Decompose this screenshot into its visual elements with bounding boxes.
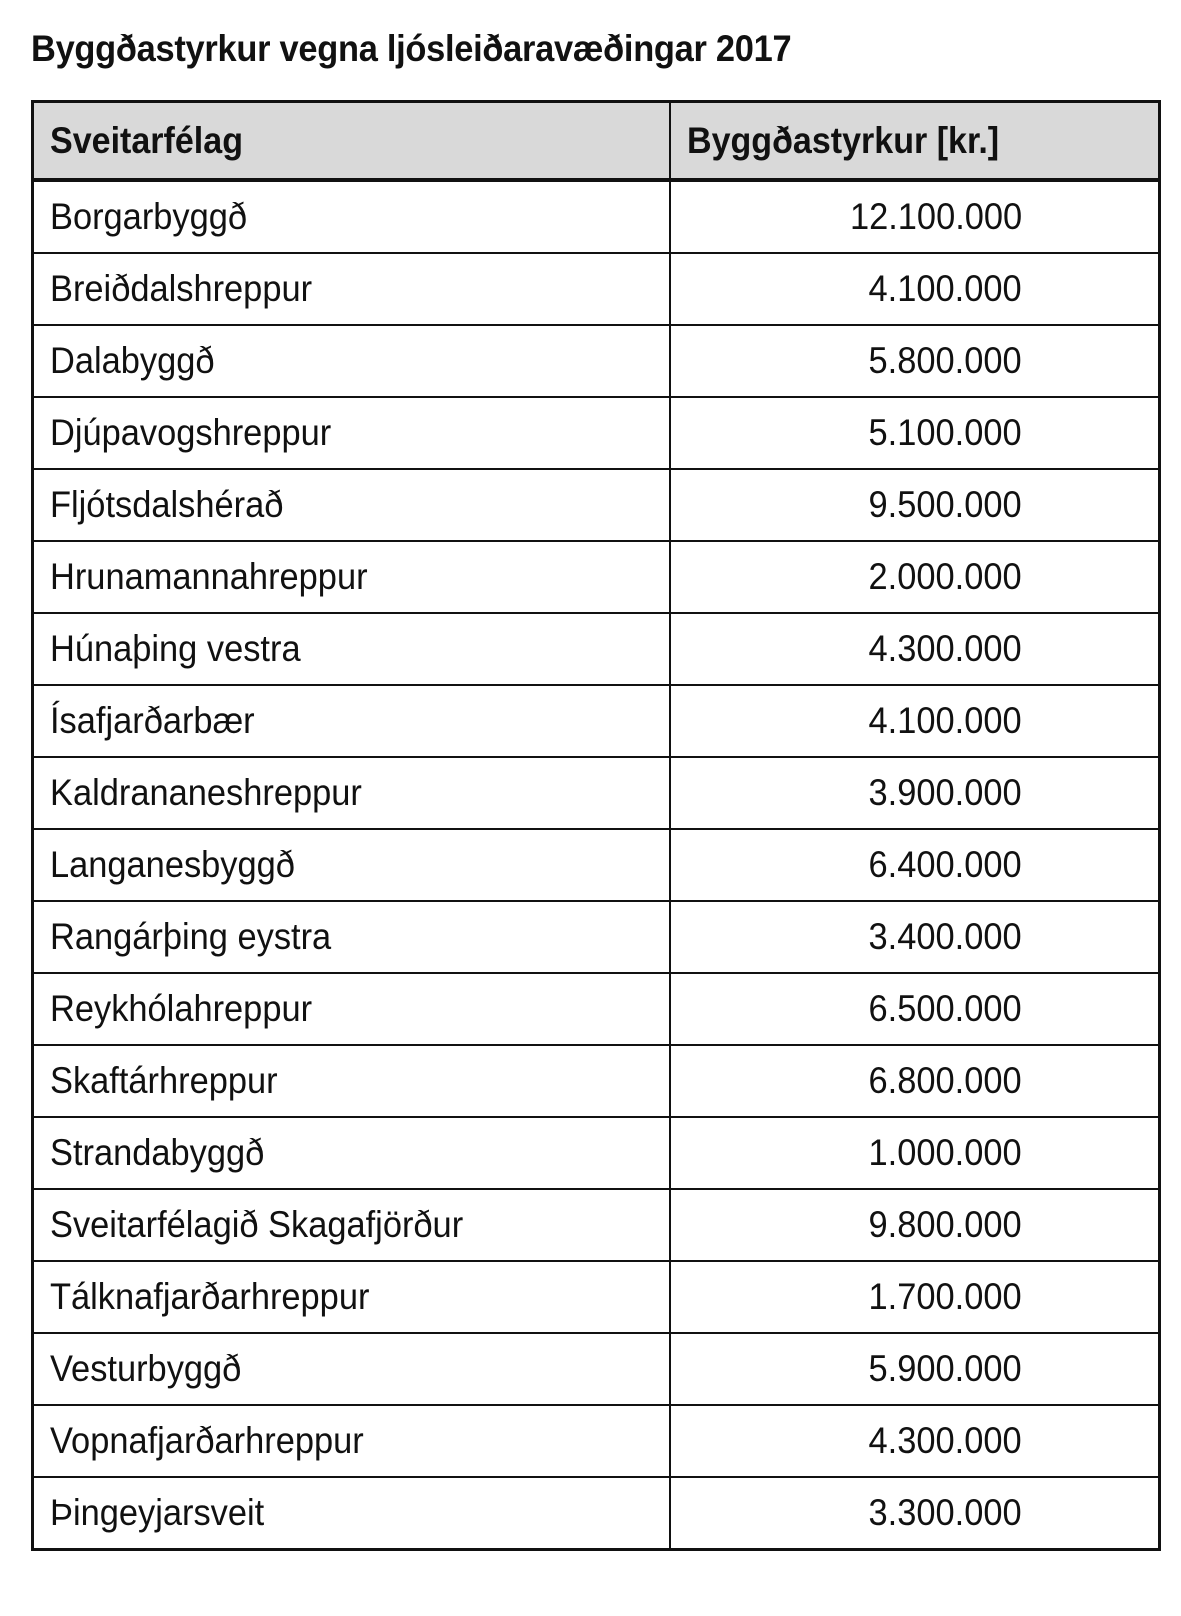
- table-row: [33, 901, 1160, 973]
- grant-amount: 1.000.000: [868, 1132, 1022, 1173]
- table-row: [33, 180, 1160, 253]
- grant-cell: [670, 1261, 1160, 1333]
- table-row: [33, 1117, 1160, 1189]
- municipality-cell: [33, 901, 670, 973]
- municipality-name: Hrunamannahreppur: [50, 556, 368, 597]
- municipality-cell: [33, 397, 670, 469]
- grant-cell: [670, 613, 1160, 685]
- table-row: [33, 253, 1160, 325]
- grant-amount: 1.700.000: [868, 1276, 1022, 1317]
- page-title: Byggðastyrkur vegna ljósleiðaravæðingar 2017: [31, 28, 792, 69]
- column-header-municipality: [33, 102, 670, 181]
- grant-cell: [670, 1333, 1160, 1405]
- table-row: [33, 1189, 1160, 1261]
- municipality-cell: [33, 1333, 670, 1405]
- table-row: [33, 1333, 1160, 1405]
- grant-cell: [670, 541, 1160, 613]
- municipality-cell: [33, 1045, 670, 1117]
- municipality-cell: [33, 325, 670, 397]
- municipality-name: Fljótsdalshérað: [50, 484, 284, 525]
- municipality-cell: [33, 1117, 670, 1189]
- municipality-name: Ísafjarðarbær: [50, 700, 255, 741]
- grant-amount: 5.100.000: [868, 412, 1022, 453]
- table-row: [33, 541, 1160, 613]
- table-row: [33, 973, 1160, 1045]
- municipality-name: Kaldrananeshreppur: [50, 772, 362, 813]
- municipality-name: Þingeyjarsveit: [50, 1492, 265, 1533]
- grant-cell: [670, 180, 1160, 253]
- municipality-cell: [33, 541, 670, 613]
- table-row: [33, 685, 1160, 757]
- municipality-cell: [33, 685, 670, 757]
- grant-amount: 9.800.000: [868, 1204, 1022, 1245]
- grant-amount: 4.100.000: [868, 268, 1022, 309]
- municipality-name: Tálknafjarðarhreppur: [50, 1276, 370, 1317]
- grant-cell: [670, 973, 1160, 1045]
- grant-cell: [670, 1189, 1160, 1261]
- grant-amount: 4.300.000: [868, 628, 1022, 669]
- grant-cell: [670, 1045, 1160, 1117]
- column-header-municipality-label: Sveitarfélag: [50, 119, 243, 161]
- municipality-name: Reykhólahreppur: [50, 988, 313, 1029]
- grant-amount: 5.900.000: [868, 1348, 1022, 1389]
- grant-cell: [670, 1117, 1160, 1189]
- grant-amount: 6.800.000: [868, 1060, 1022, 1101]
- grant-amount: 3.400.000: [868, 916, 1022, 957]
- municipality-cell: [33, 613, 670, 685]
- grant-cell: [670, 325, 1160, 397]
- municipality-cell: [33, 1477, 670, 1550]
- grant-amount: 6.500.000: [868, 988, 1022, 1029]
- grant-cell: [670, 757, 1160, 829]
- grant-cell: [670, 901, 1160, 973]
- municipality-cell: [33, 829, 670, 901]
- grant-amount: 6.400.000: [868, 844, 1022, 885]
- municipality-name: Sveitarfélagið Skagafjörður: [50, 1204, 464, 1245]
- municipality-cell: [33, 1261, 670, 1333]
- municipality-name: Djúpavogshreppur: [50, 412, 332, 453]
- grant-amount: 3.300.000: [868, 1492, 1022, 1533]
- grant-cell: [670, 685, 1160, 757]
- grant-cell: [670, 829, 1160, 901]
- municipality-cell: [33, 469, 670, 541]
- table-row: [33, 613, 1160, 685]
- table-row: [33, 325, 1160, 397]
- grant-cell: [670, 1477, 1160, 1550]
- grant-cell: [670, 1405, 1160, 1477]
- municipality-name: Vesturbyggð: [50, 1348, 242, 1389]
- municipality-name: Breiðdalshreppur: [50, 268, 313, 309]
- grant-amount: 9.500.000: [868, 484, 1022, 525]
- grant-amount: 12.100.000: [849, 196, 1022, 237]
- grant-cell: [670, 469, 1160, 541]
- grant-amount: 3.900.000: [868, 772, 1022, 813]
- table-row: [33, 397, 1160, 469]
- municipality-name: Dalabyggð: [50, 340, 215, 381]
- municipality-name: Skaftárhreppur: [50, 1060, 278, 1101]
- table-row: [33, 757, 1160, 829]
- municipality-name: Vopnafjarðarhreppur: [50, 1420, 364, 1461]
- column-header-grant: [670, 102, 1160, 181]
- grant-amount: 4.100.000: [868, 700, 1022, 741]
- municipality-cell: [33, 253, 670, 325]
- municipality-cell: [33, 180, 670, 253]
- grant-amount: 2.000.000: [868, 556, 1022, 597]
- table-row: [33, 1405, 1160, 1477]
- table-row: [33, 1477, 1160, 1550]
- table-row: [33, 469, 1160, 541]
- municipality-name: Langanesbyggð: [50, 844, 295, 885]
- table-header-row: [33, 102, 1160, 181]
- table-row: [33, 829, 1160, 901]
- municipality-cell: [33, 973, 670, 1045]
- grant-amount: 5.800.000: [868, 340, 1022, 381]
- grant-cell: [670, 397, 1160, 469]
- municipality-name: Borgarbyggð: [50, 196, 248, 237]
- grants-table: [31, 100, 1161, 1551]
- municipality-name: Húnaþing vestra: [50, 628, 301, 669]
- municipality-cell: [33, 757, 670, 829]
- grant-amount: 4.300.000: [868, 1420, 1022, 1461]
- municipality-cell: [33, 1405, 670, 1477]
- column-header-grant-label: Byggðastyrkur [kr.]: [686, 119, 999, 161]
- grant-cell: [670, 253, 1160, 325]
- municipality-cell: [33, 1189, 670, 1261]
- table-row: [33, 1261, 1160, 1333]
- municipality-name: Strandabyggð: [50, 1132, 265, 1173]
- table-row: [33, 1045, 1160, 1117]
- municipality-name: Rangárþing eystra: [50, 916, 332, 957]
